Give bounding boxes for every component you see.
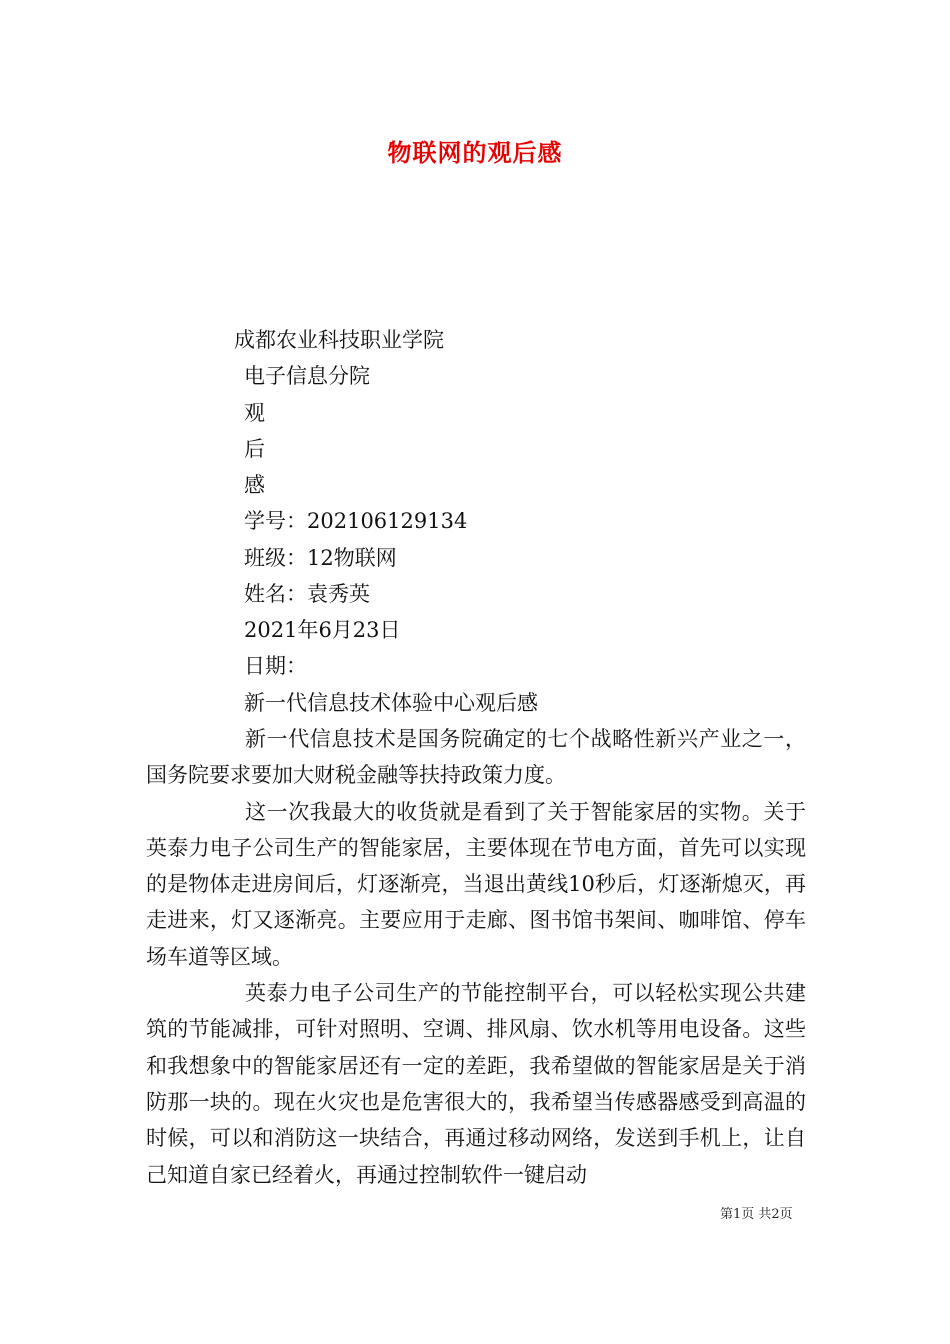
cover-char-hou: 后: [244, 437, 265, 461]
paragraph: 英泰力电子公司生产的节能控制平台，可以轻松实现公共建筑的节能减排，可针对照明、空调、排风扇、饮水机等用电设备。这些和我想象中的智能家居还有一定的差距，我希望做的智能家居是关于消防那一块的。现在火灾也是危害很大的，我希望当传感器感受到高温的时候，可以和消防这一块结合，再通过移动网络，发送到手机上，让自己知道自家已经着火，再通过控制软件一键启动: [146, 981, 806, 1187]
school-name: 成都农业科技职业学院: [234, 328, 444, 352]
cover-char-guan: 观: [244, 401, 265, 425]
document-title: 物联网的观后感: [387, 139, 563, 167]
essay-title: 新一代信息技术体验中心观后感: [244, 691, 538, 715]
class-info: 班级：12物联网: [244, 546, 397, 570]
cover-char-gan: 感: [244, 473, 265, 497]
essay-body: [146, 721, 806, 1193]
paragraph: 这一次我最大的收货就是看到了关于智能家居的实物。关于英泰力电子公司生产的智能家居，主要体现在节电方面，首先可以实现的是物体走进房间后，灯逐渐亮，当退出黄线10秒后，灯逐渐熄灭，再走进来，灯又逐渐亮。主要应用于走廊、图书馆书架间、咖啡馆、停车场车道等区域。: [146, 799, 806, 969]
date-value: 2021年6月23日: [244, 618, 401, 642]
page-footer: 第1页 共2页: [720, 1207, 793, 1222]
student-id: 学号：202106129134: [244, 509, 468, 533]
date-label: 日期：: [244, 654, 307, 678]
paragraph: 新一代信息技术是国务院确定的七个战略性新兴产业之一，国务院要求要加大财税金融等扶持政策力度。: [146, 727, 806, 788]
student-name: 姓名：袁秀英: [244, 582, 370, 606]
department-name: 电子信息分院: [244, 364, 370, 388]
